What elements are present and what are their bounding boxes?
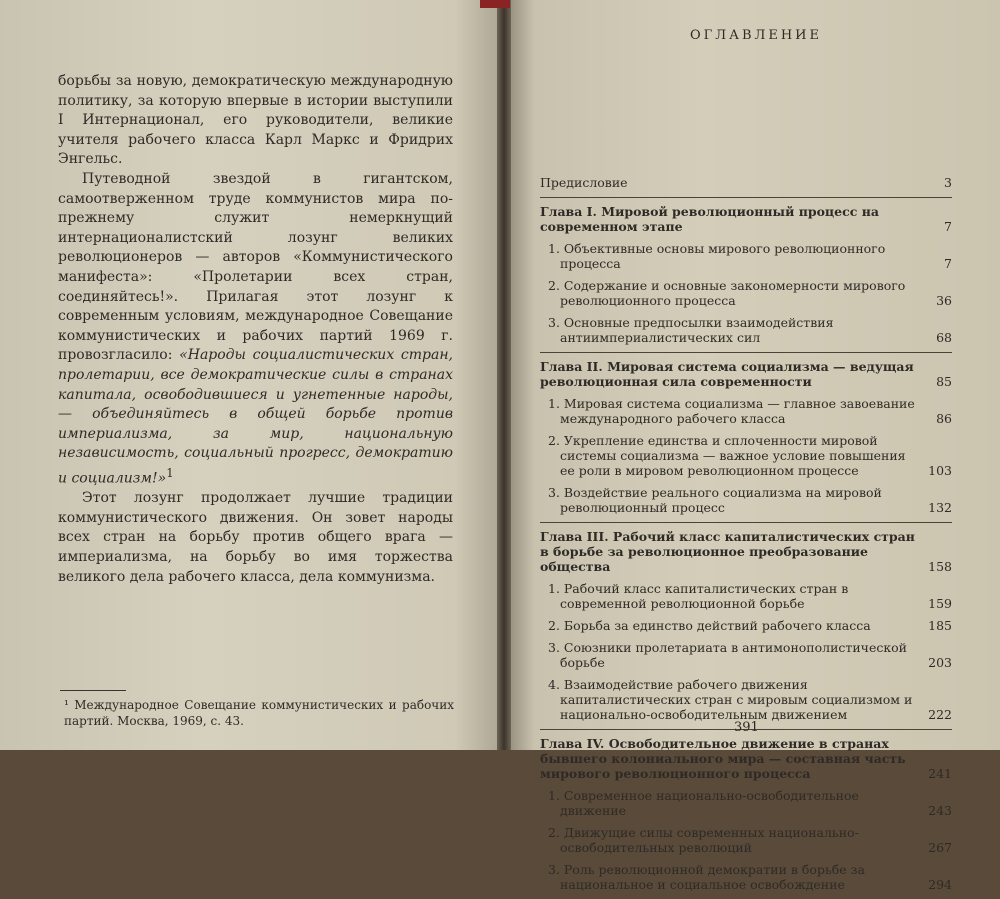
- toc-entry-page: 7: [944, 219, 952, 234]
- toc-section: [540, 825, 952, 855]
- toc-entry-title: 1. Современное национально-освободительное движение: [548, 788, 859, 818]
- paragraph: борьбы за новую, демократическую международную политику, за которую впервые в истории выступили I Интернационал, его руководители, великие учителя рабочего класса Карл Маркс и Фридрих Энгельс.: [58, 73, 453, 168]
- slogan-quote: «Народы социалистических стран, пролетарии, все демократические силы в странах капитала, освободившиеся и угнетенные народы, — объединяйтесь в общей борьбе против империализма, за мир, национальную независимость, социальный прогресс, демократию и социализм!»: [58, 347, 454, 487]
- toc-entry-title: 3. Основные предпосылки взаимодействия антиимпериалистических сил: [548, 315, 834, 345]
- toc-section: [540, 315, 952, 345]
- page-number: 391: [734, 720, 759, 735]
- toc-entry-title: 2. Укрепление единства и сплоченности мировой системы социализма — важное условие повышения ее роли в мировом революционном процессе: [548, 433, 906, 478]
- toc-entry-page: 203: [928, 655, 952, 670]
- toc-entry-title: 1. Рабочий класс капиталистических стран в современной революционной борьбе: [548, 581, 849, 611]
- toc-section: [540, 485, 952, 515]
- toc-entry-page: 241: [928, 766, 952, 781]
- toc-section: [540, 618, 952, 633]
- toc-chapter: [540, 359, 952, 389]
- toc-chapter: [540, 204, 952, 234]
- toc-entry-page: 68: [936, 330, 952, 345]
- toc-divider: [540, 522, 952, 523]
- toc-entry-page: 85: [936, 374, 952, 389]
- toc-entry-page: 267: [928, 840, 952, 855]
- toc-entry-title: 1. Мировая система социализма — главное завоевание международного рабочего класса: [548, 396, 915, 426]
- toc-divider: [540, 352, 952, 353]
- footnote-divider: [60, 690, 126, 691]
- toc-chapter: [540, 736, 952, 781]
- toc-section: [540, 241, 952, 271]
- toc-entry-page: 3: [944, 175, 952, 190]
- toc-entry-title: 3. Воздействие реального социализма на мировой революционный процесс: [548, 485, 882, 515]
- toc-section: [540, 862, 952, 892]
- toc-entry-page: 159: [928, 596, 952, 611]
- toc-entry-page: 294: [928, 877, 952, 892]
- toc-title: ОГЛАВЛЕНИЕ: [690, 28, 823, 43]
- footnote: ¹ Международное Совещание коммунистических и рабочих партий. Москва, 1969, с. 43.: [64, 698, 454, 728]
- toc-entry-page: 7: [944, 256, 952, 271]
- toc-entry-page: 158: [928, 559, 952, 574]
- right-page: [505, 0, 1000, 892]
- toc-entry-page: 132: [928, 500, 952, 515]
- toc-entry-page: 222: [928, 707, 952, 722]
- toc-entry-title: Глава II. Мировая система социализма — ведущая революционная сила современности: [540, 359, 914, 389]
- toc-entry-title: 3. Роль революционной демократии в борьбе за национальное и социальное освобождение: [548, 862, 865, 892]
- toc-section: [540, 396, 952, 426]
- toc-entry-title: Глава IV. Освободительное движение в странах бывшего колониального мира — составная часть мирового революционного процесса: [540, 736, 906, 781]
- toc-entry-title: Предисловие: [540, 175, 628, 190]
- toc-entry-page: 185: [928, 618, 952, 633]
- toc-divider: [540, 197, 952, 198]
- toc-section: [540, 677, 952, 722]
- toc-section: [540, 788, 952, 818]
- toc-entry-page: 36: [936, 293, 952, 308]
- toc-entry: [540, 175, 952, 190]
- toc-chapter: [540, 529, 952, 574]
- table-of-contents: [540, 175, 952, 899]
- toc-section: [540, 278, 952, 308]
- toc-section: [540, 640, 952, 670]
- toc-entry-title: 1. Объективные основы мирового революционного процесса: [548, 241, 886, 271]
- toc-section: [540, 433, 952, 478]
- book-spine: [497, 0, 511, 750]
- toc-entry-title: 4. Взаимодействие рабочего движения капиталистических стран с мировым социализмом и национально-освободительным движением: [548, 677, 913, 722]
- toc-entry-page: 86: [936, 411, 952, 426]
- paragraph: Путеводной звездой в гигантском, самоотверженном труде коммунистов мира по-прежнему служит немеркнущий интернационалистский лозунг великих революционеров — авторов «Коммунистического манифеста»: «Пролетарии всех стран, соединяйтесь!». Прилагая этот лозунг к современным условиям, международное Совещание коммунистических и рабочих партий 1969 г. провозгласило: «Народы социалистических стран, пролетарии, все демократические силы в странах капитала, освободившиеся и угнетенные народы, — объединяйтесь в общей борьбе против империализма, за мир, национальную независимость, социальный прогресс, демократию и социализм!»$^1$: [58, 170, 454, 487]
- toc-entry-title: 3. Союзники пролетариата в антимонополистической борьбе: [548, 640, 908, 670]
- paragraph: Этот лозунг продолжает лучшие традиции коммунистического движения. Он зовет народы всех стран на борьбу против общего врага — империализма, на борьбу во имя торжества великого дела рабочего класса, дела коммунизма.: [58, 490, 453, 585]
- toc-entry-title: Глава III. Рабочий класс капиталистических стран в борьбе за революционное преобразование общества: [540, 529, 915, 574]
- toc-entry-title: 2. Движущие силы современных национально-освободительных революций: [548, 825, 859, 855]
- toc-entry-page: 243: [928, 803, 952, 818]
- left-page: [0, 0, 505, 750]
- toc-entry-title: 2. Содержание и основные закономерности мирового революционного процесса: [548, 278, 906, 308]
- toc-entry-title: 2. Борьба за единство действий рабочего класса: [548, 618, 871, 633]
- toc-section: [540, 581, 952, 611]
- cover-edge: [480, 0, 510, 8]
- toc-entry-page: 103: [928, 463, 952, 478]
- footnote-mark: 1: [166, 465, 174, 480]
- left-page-text: [58, 72, 453, 587]
- toc-entry-title: Глава I. Мировой революционный процесс на современном этапе: [540, 204, 879, 234]
